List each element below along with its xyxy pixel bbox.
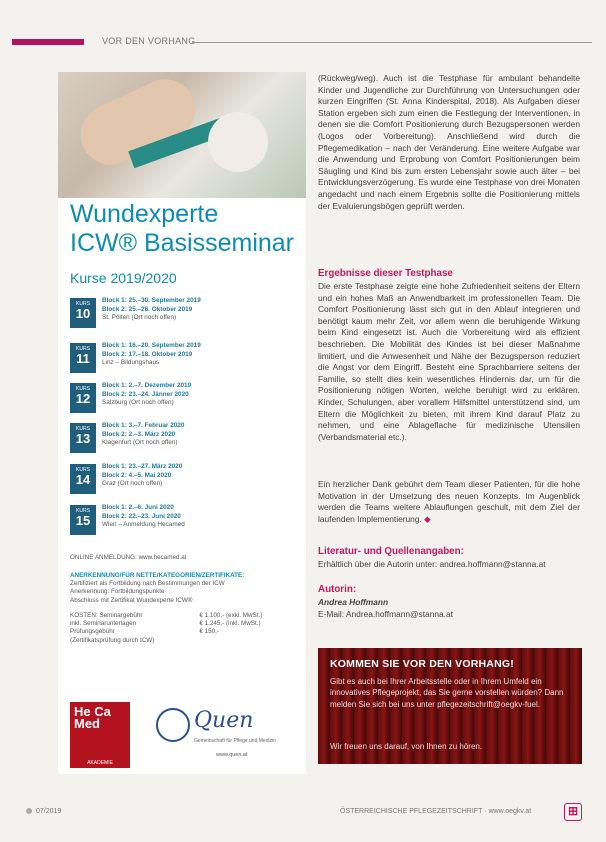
quen-logo: [156, 704, 296, 764]
course-location: Wien – Anmeldung Hecamed: [102, 521, 185, 529]
cost-value: [199, 637, 296, 645]
course-number-badge: [70, 423, 96, 453]
course-block2: Block 2: 4.–5. Mai 2020: [102, 471, 172, 479]
quen-tagline: Gemeinschaft für Pflege und Medizin: [194, 738, 276, 744]
course-block1: Block 1: 25.–30. September 2019: [102, 297, 201, 304]
course-advertisement: [58, 72, 306, 774]
course-block2: Block 2: 17.–18. Oktober 2019: [102, 350, 193, 358]
courses-heading: Kurse 2019/2020: [70, 270, 177, 286]
photo-glove: [208, 112, 268, 172]
kurs-number: 12: [75, 391, 91, 406]
kurs-number: 10: [75, 306, 91, 321]
page-dot-icon: [26, 808, 32, 814]
header-section-label: VOR DEN VORHANG: [102, 36, 196, 46]
callout-title: KOMMEN SIE VOR DEN VORHANG!: [330, 658, 514, 670]
article-para-1: [318, 73, 580, 212]
course-block: [70, 503, 296, 539]
kurs-label: KURS: [76, 386, 90, 392]
kurs-label: KURS: [76, 426, 90, 432]
course-block: [70, 462, 296, 498]
course-number-badge: [70, 505, 96, 535]
kurs-number: 13: [75, 431, 91, 446]
course-number-badge: [70, 383, 96, 413]
course-dates: [102, 342, 201, 368]
course-block: [70, 381, 296, 417]
footer-site[interactable]: www.oegkv.at: [488, 808, 532, 815]
kurs-label: KURS: [76, 301, 90, 307]
course-block: [70, 421, 296, 457]
oegkv-logo-icon: ⊞: [564, 803, 582, 821]
hecamed-logo-sub: AKADEMIE: [87, 760, 113, 766]
course-location: Salzburg (Ort noch offen): [102, 399, 174, 407]
kurs-number: 11: [76, 351, 90, 366]
course-number-badge: [70, 298, 96, 328]
recognition-line: Abschluss mit Zertifikat Wundexperte ICW®: [70, 596, 193, 604]
author-name-text: Andrea Hoffmann: [318, 597, 389, 607]
course-block1: Block 1: 2.–6. Juni 2020: [102, 504, 174, 511]
author-email[interactable]: E-Mail: Andrea.hoffmann@stanna.at: [318, 609, 453, 619]
literature-text: Erhältlich über die Autorin unter: andrea.hoffmann@stanna.at: [318, 559, 546, 569]
recognition-line: Anerkennung: Fortbildungspunkte: [70, 588, 165, 596]
quen-url[interactable]: www.quen.at: [216, 752, 248, 758]
callout-closing: Wir freuen uns darauf, von Ihnen zu hören.: [330, 742, 483, 751]
course-block1: Block 1: 2.–7. Dezember 2019: [102, 382, 192, 389]
footer-journal: ÖSTERREICHISCHE PFLEGEZEITSCHRIFT: [340, 808, 483, 815]
course-dates: [102, 297, 201, 323]
ad-title: [70, 200, 294, 258]
end-diamond-icon: ◆: [424, 513, 431, 524]
kurs-label: KURS: [76, 346, 90, 352]
course-location: St. Pölten (Ort noch offen): [102, 314, 177, 322]
cost-value: € 150,-: [199, 628, 219, 636]
course-dates: [102, 422, 184, 448]
course-block: [70, 341, 296, 377]
course-block1: Block 1: 16.–20. September 2019: [102, 342, 201, 349]
kurs-number: 14: [75, 472, 91, 487]
cost-label: inkl. Seminarunterlagen: [70, 620, 137, 628]
heading-results: Ergebnisse dieser Testphase: [318, 268, 453, 279]
wound-care-photo: [58, 72, 306, 198]
course-dates: [102, 463, 182, 489]
article-text: (Rückweg/weg). Auch ist die Testphase für ambulant behandelte Kinder und Jugendliche zur Durchführung von Untersuchungen oder kurzen Eingriffen (St. Anna Kinderspital, 2018). Als Aufgaben dieser Station ergeben sich zum einen die Festlegung der Interventionen, in denen sie die Comfort Positionierung durch Bezugspersonen werden (Logos oder Vorbereitung). Anschließend wird durch die Pflegemedikation – nach der Veränderung. Eine weitere Aufgabe war die Anwendung und Erprobung von Comfort Positionierungen beim Säugling und Kind bis zum ersten Lebensjahr sowie auch älter – bei Entwicklungsverzögerung. Es wurde eine Testphase von drei Monaten angedacht und nach einem Ergebnis sollte die Positionierung mittels der Evaluierungsbögen geprüft werden.: [318, 73, 580, 211]
article-para-3: [318, 479, 580, 525]
course-block2: Block 2: 25.–26. Oktober 2019: [102, 305, 193, 313]
course-number-badge: [70, 343, 96, 373]
kurs-label: KURS: [76, 467, 90, 473]
course-block1: Block 1: 23.–27. März 2020: [102, 463, 183, 470]
course-location: Klagenfurt (Ort noch offen): [102, 439, 178, 447]
heading-literature: Literatur- und Quellenangaben:: [318, 546, 464, 557]
costs-table: [70, 612, 296, 645]
header-rule: [192, 42, 592, 43]
course-block: [70, 296, 296, 332]
article-text: Die erste Testphase zeigte eine hohe Zufriedenheit seitens der Eltern und ein hohes Maß an Anwendbarkeit im professionellen Team. Die Comfort Positionierung lässt sich gut in den Ablauf integrieren und benötigt kaum mehr Zeit, vor allem wenn die beruhigende Wirkung beim Kind eingesetzt ist. Auch die Vorbereitung wird als effizient beschrieben. Die Mobilität des Kindes ist bei dieser Maßnahme limitiert, und die Anwesenheit und Nähe der Bezugsperson reduziert die Angst vor dem Eingriff. Besteht eine Sprachbarriere seitens der Familie, so stellt dies kein wesentliches Hindernis dar, um für die Positionierung nötigen Worten, welche beruhigt wird zu erklären. Kinder, Schulungen, aber vorallem Hilfsmittel unterstützend sind, um Eltern die Möglichkeit zu bieten, mit ihrem Kind darauf Platz zu nehmen, und eine Ablageflache für medizinische Utensilien (Verbandsmaterial etc.).: [318, 281, 580, 442]
cost-label: KOSTEN: Seminargebühr: [70, 612, 143, 619]
callout-text: Gibt es auch bei Ihrer Arbeitsstelle oder in Ihrem Umfeld ein innovatives Pflegeprojekt, das Sie gerne vorstellen würden? Dann melden Sie sich bei uns unter pflegezeitschrift@oegkv-fuel.: [330, 677, 564, 709]
cost-label: (Zertifikatsprüfung durch ICW): [70, 636, 155, 644]
recognition-title: ANERKENNUNG/FÜR NETTE/KATEGORIEN/ZERTIFIKATE:: [70, 572, 245, 579]
quen-logo-text: Quen: [194, 708, 254, 733]
hecamed-logo: [70, 702, 130, 768]
recognition-line: Zertifiziert als Fortbildung nach Bestimmungen der ICW: [70, 580, 225, 588]
hecamed-logo-text: He Ca Med: [74, 704, 111, 731]
article-para-2: [318, 281, 580, 443]
author-name: [318, 597, 580, 609]
quen-emblem-icon: [156, 708, 190, 742]
cost-label: Prüfungsgebühr: [70, 628, 115, 636]
footer-page: [26, 808, 61, 815]
cost-value: € 1.100,- (exkl. MwSt.): [199, 612, 263, 619]
course-block1: Block 1: 3.–7. Februar 2020: [102, 422, 185, 429]
page-header: [12, 36, 592, 48]
course-block2: Block 2: 22.–23. Juni 2020: [102, 512, 181, 520]
heading-author: Autorin:: [318, 584, 357, 595]
course-location: Linz – Bildungshaus: [102, 359, 160, 367]
course-block2: Block 2: 23.–24. Jänner 2020: [102, 390, 189, 398]
footer-page-number: 07/2019: [36, 808, 62, 815]
footer-center: ÖSTERREICHISCHE PFLEGEZEITSCHRIFT · www.oegkv.at: [340, 808, 532, 815]
header-accent-bar: [12, 39, 84, 45]
kurs-number: 15: [75, 513, 91, 528]
course-location: Graz (Ort noch offen): [102, 480, 163, 488]
ad-title-line1: Wundexperte: [70, 200, 219, 228]
cost-value: € 1.245,- (inkl. MwSt.): [199, 620, 261, 628]
page-footer: [12, 804, 592, 821]
course-block2: Block 2: 2.–3. März 2020: [102, 430, 176, 438]
online-registration[interactable]: ONLINE ANMELDUNG: www.hecamed.at: [70, 554, 187, 561]
kurs-label: KURS: [76, 508, 90, 514]
course-number-badge: [70, 464, 96, 494]
course-dates: [102, 382, 191, 408]
recognition-info: [70, 572, 296, 605]
article-text: Ein herzlicher Dank gebührt dem Team dieser Patienten, für die hohe Motivation in der Umsetzung des neuen Konzepts. Im Augenblick werden die Teams weitere Ablauflungen geschult, mit dem Ziel der laufenden Implementierung.: [318, 479, 580, 524]
course-dates: [102, 504, 185, 530]
callout-box: [318, 648, 582, 764]
ad-title-line2: ICW® Basisseminar: [70, 229, 295, 257]
